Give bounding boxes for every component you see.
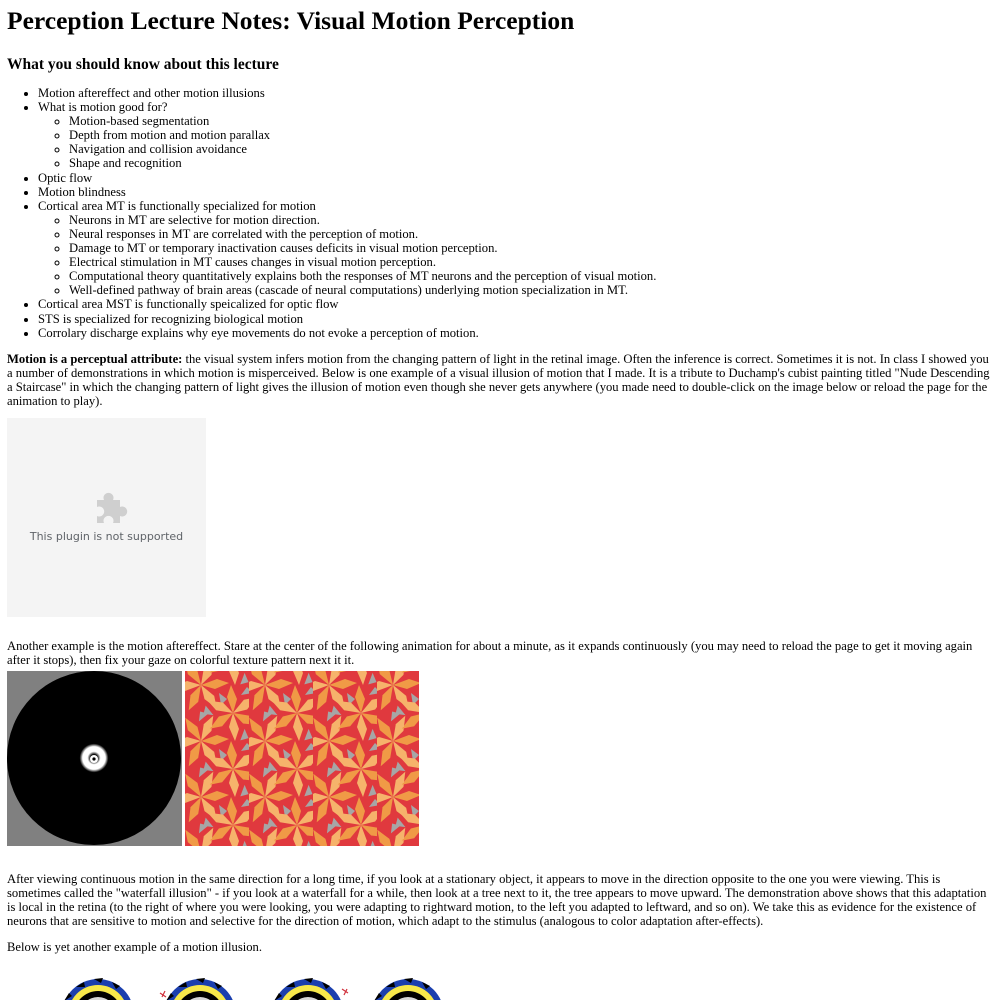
list-item: • Cortical area MST is functionally speicalized for optic flow xyxy=(38,297,993,311)
list-item xyxy=(38,100,993,170)
paragraph-waterfall: After viewing continuous motion in the same direction for a long time, if you look at a stationary object, it appears to move in the direction opposite to the one you were viewing. This is sometimes called the "waterfall illusion" - if you look at a waterfall for a while, then look at a tree next to it, the tree appears to move upward. The demonstration above shows that this adaptation is local in the retina (to the right of where you were looking, you were adapting to rightward motion, to the left you adapted to leftward, and so on). We take this as evidence for the existence of neurons that are sensitive to motion and selective for the direction of motion, which adapt to the stimulus (analogous to color adaptation after-effects). xyxy=(7,871,987,928)
sub-list-item: ◦ Neural responses in MT are correlated with the perception of motion. xyxy=(69,227,993,241)
sub-list xyxy=(38,114,993,170)
sub-list-item: ◦ Neurons in MT are selective for motion direction. xyxy=(69,213,993,227)
page-title: Perception Lecture Notes: Visual Motion Perception xyxy=(7,6,575,35)
sub-list-item: ◦ Computational theory quantitatively explains both the responses of MT neurons and the perception of visual motion. xyxy=(69,269,993,283)
section-heading: What you should know about this lecture xyxy=(7,56,279,73)
sub-list-item: ◦ Navigation and collision avoidance xyxy=(69,142,993,156)
paragraph-motion-attribute xyxy=(7,352,993,408)
learning-outline xyxy=(7,86,993,340)
sub-list-item: ◦ Motion-based segmentation xyxy=(69,114,993,128)
sub-list-item: ◦ Depth from motion and motion parallax xyxy=(69,128,993,142)
list-item-label: Cortical area MT is functionally specialized for motion xyxy=(38,198,316,213)
paragraph-aftereffect: Another example is the motion aftereffect. Stare at the center of the following animation for about a minute, as it expands continuously (you may need to reload the page to get it moving again after it stops), then fix your gaze on colorful texture pattern next it it. xyxy=(7,638,973,667)
plugin-placeholder[interactable] xyxy=(7,418,206,617)
sub-list-item: ◦ Electrical stimulation in MT causes changes in visual motion perception. xyxy=(69,255,993,269)
sub-list-item: ◦ Shape and recognition xyxy=(69,156,993,170)
paragraph-lead: Motion is a perceptual attribute: xyxy=(7,351,183,366)
sub-list xyxy=(38,213,993,298)
fixation-dot xyxy=(92,757,95,760)
paragraph-body: the visual system infers motion from the changing pattern of light in the retinal image. Often the inference is correct. Sometimes it is not. In class I showed you a number of demonstrations in which motion is misperceived. Below is one example of a visual illusion of motion that I made. It is a tribute to Duchamp's cubist painting titled "Nude Descending a Staircase" in which the changing pattern of light gives the illusion of motion even though she never gets anywhere (you made need to double-click on the image below or reload the page for the animation to play). xyxy=(7,351,990,408)
list-item xyxy=(38,199,993,298)
list-item-label: What is motion good for? xyxy=(38,100,168,115)
list-item: • Optic flow xyxy=(38,171,993,185)
expanding-rings-image xyxy=(7,671,182,846)
list-item: • Motion blindness xyxy=(38,185,993,199)
list-item: • Corrolary discharge explains why eye movements do not evoke a perception of motion. xyxy=(38,326,993,340)
sub-list-item: ◦ Damage to MT or temporary inactivation causes deficits in visual motion perception. xyxy=(69,241,993,255)
sub-list-item: ◦ Well-defined pathway of brain areas (cascade of neural computations) underlying motion specialization in MT. xyxy=(69,283,993,297)
list-item: • Motion aftereffect and other motion illusions xyxy=(38,86,993,100)
paragraph-another-illusion: Below is yet another example of a motion illusion. xyxy=(7,939,262,954)
plugin-message: This plugin is not supported xyxy=(29,530,184,543)
texture-pattern-image xyxy=(185,671,419,846)
rotating-snakes-illusion xyxy=(40,975,470,1000)
list-item: • STS is specialized for recognizing biological motion xyxy=(38,312,993,326)
puzzle-piece-icon xyxy=(89,488,129,528)
